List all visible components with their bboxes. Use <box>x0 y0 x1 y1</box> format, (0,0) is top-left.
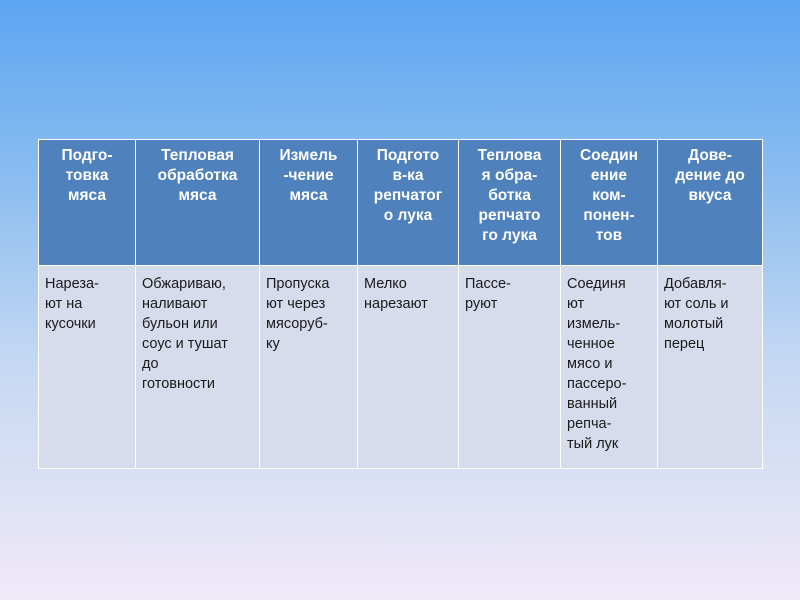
header-cell-meat-heat: Тепловая обработка мяса <box>136 140 260 266</box>
header-cell-meat-prep: Подго- товка мяса <box>39 140 136 266</box>
table-cell-seasoning: Добавля- ют соль и молотый перец <box>658 266 763 469</box>
header-cell-combine: Соедин ение ком- понен- тов <box>561 140 658 266</box>
table-row <box>39 266 763 469</box>
header-cell-onion-heat: Теплова я обра- ботка репчато го лука <box>459 140 561 266</box>
header-cell-meat-grind: Измель -чение мяса <box>260 140 358 266</box>
header-cell-seasoning: Дове- дение до вкуса <box>658 140 763 266</box>
header-cell-onion-prep: Подгото в-ка репчатог о лука <box>358 140 459 266</box>
process-table <box>38 139 763 469</box>
table-cell-meat-grind: Пропуска ют через мясоруб- ку <box>260 266 358 469</box>
table-cell-combine: Соединя ют измель- ченное мясо и пассеро- ванный репча- тый лук <box>561 266 658 469</box>
table-cell-meat-prep: Нареза- ют на кусочки <box>39 266 136 469</box>
table-cell-onion-prep: Мелко нарезают <box>358 266 459 469</box>
table-cell-meat-heat: Обжариваю, наливают бульон или соус и тушат до готовности <box>136 266 260 469</box>
table-cell-onion-heat: Пассе- руют <box>459 266 561 469</box>
table-header-row <box>39 140 763 266</box>
